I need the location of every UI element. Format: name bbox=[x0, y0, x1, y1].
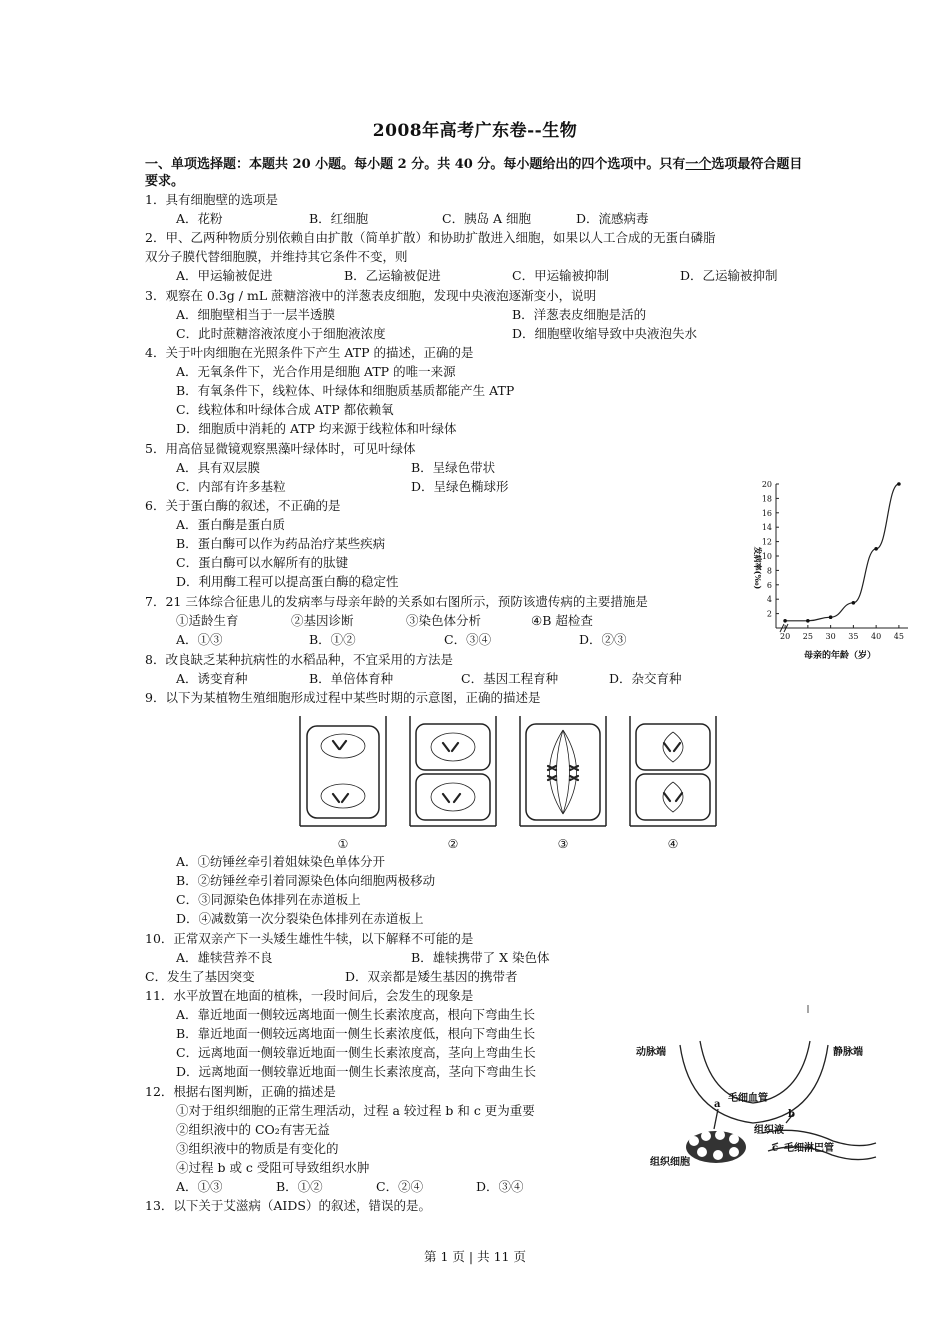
option: C．发生了基因突变 bbox=[145, 969, 255, 984]
option: C．基因工程育种 bbox=[461, 671, 559, 686]
question-7-measures bbox=[176, 613, 593, 629]
option: C．远离地面一侧较靠近地面一侧生长素浓度高，茎向上弯曲生长 bbox=[176, 1045, 536, 1060]
option: D．杂交育种 bbox=[609, 671, 682, 686]
question-3-options-row2 bbox=[176, 326, 697, 342]
option: C．②④ bbox=[376, 1179, 424, 1194]
x-tick-label: 25 bbox=[802, 632, 813, 641]
y-tick-label: 2 bbox=[766, 609, 772, 619]
cell-2a bbox=[416, 724, 490, 770]
question-2-options bbox=[176, 268, 778, 284]
option: B．乙运输被促进 bbox=[344, 268, 441, 283]
incidence-chart bbox=[738, 476, 918, 666]
option: B．雄犊携带了 X 染色体 bbox=[411, 950, 550, 965]
option: B．蛋白酶可以作为药品治疗某些疾病 bbox=[176, 536, 386, 551]
option: C．③④ bbox=[444, 632, 492, 647]
label-vein: 静脉端 bbox=[833, 1047, 863, 1058]
y-tick-label: 6 bbox=[766, 580, 772, 590]
option: D．流感病毒 bbox=[576, 211, 649, 226]
x-tick-label: 40 bbox=[871, 632, 882, 641]
spindle bbox=[321, 784, 365, 808]
label-lymph: 毛细淋巴管 bbox=[784, 1143, 834, 1154]
option: B．靠近地面一侧较远离地面一侧生长素浓度低，根向下弯曲生长 bbox=[176, 1026, 536, 1041]
measure: ③染色体分析 bbox=[406, 613, 482, 628]
chart-x-axis-label: 母亲的年龄（岁） bbox=[803, 651, 877, 661]
cell-2b bbox=[416, 774, 490, 820]
spindle bbox=[431, 783, 475, 811]
series-line bbox=[785, 484, 899, 621]
question-7-options bbox=[176, 632, 627, 648]
section-heading-underlined: 一个 bbox=[685, 157, 712, 172]
question-5-options-row2 bbox=[176, 479, 509, 495]
y-tick-label: 16 bbox=[761, 508, 772, 518]
option: C．此时蔗糖溶液浓度小于细胞液浓度 bbox=[176, 326, 386, 341]
option: D．呈绿色椭球形 bbox=[411, 479, 509, 494]
y-tick-label: 14 bbox=[761, 523, 772, 533]
y-tick-label: 18 bbox=[761, 494, 772, 504]
section-heading-text: 一、单项选择题：本题共 20 小题。每小题 2 分。共 40 分。每小题给出的四个选项中。只有 bbox=[145, 157, 686, 172]
question-8-stem: 8．改良缺乏某种抗病性的水稻品种，不宜采用的方法是 bbox=[145, 652, 453, 667]
option: A．甲运输被促进 bbox=[176, 268, 273, 283]
page-title: 2008年高考广东卷--生物 bbox=[372, 121, 578, 141]
statement: ①对于组织细胞的正常生理活动，过程 a 较过程 b 和 c 更为重要 bbox=[176, 1103, 535, 1118]
option: A．蛋白酶是蛋白质 bbox=[176, 517, 286, 532]
cell-4a bbox=[636, 724, 710, 770]
chromosome bbox=[443, 743, 460, 802]
measure: ④B 超检查 bbox=[531, 613, 593, 628]
chromosome bbox=[333, 741, 348, 802]
question-12-stem: 12．根据右图判断，正确的描述是 bbox=[145, 1084, 336, 1099]
label-c: c bbox=[772, 1143, 779, 1154]
label-b: b bbox=[788, 1109, 795, 1120]
option: C．③同源染色体排列在赤道板上 bbox=[176, 892, 361, 907]
y-tick-label: 12 bbox=[761, 537, 772, 547]
cell-1 bbox=[307, 726, 379, 818]
option: D．远离地面一侧较靠近地面一侧生长素浓度高，茎向下弯曲生长 bbox=[176, 1064, 537, 1079]
question-10-options-row1 bbox=[176, 950, 550, 966]
option: A．靠近地面一侧较远离地面一侧生长素浓度高，根向下弯曲生长 bbox=[176, 1007, 536, 1022]
x-tick-label: 20 bbox=[780, 632, 791, 641]
question-2-stem-cont: 双分子膜代替细胞膜，并维持其它条件不变，则 bbox=[145, 249, 408, 264]
panel-label: ② bbox=[447, 837, 459, 851]
label-tissue-cell: 组织细胞 bbox=[650, 1157, 690, 1168]
option: A．①③ bbox=[176, 632, 223, 647]
option: A．无氧条件下，光合作用是细胞 ATP 的唯一来源 bbox=[176, 364, 456, 379]
question-1-stem: 1．具有细胞壁的选项是 bbox=[145, 192, 278, 207]
data-point bbox=[852, 601, 856, 605]
data-point bbox=[806, 619, 810, 623]
question-4-stem: 4．关于叶肉细胞在光照条件下产生 ATP 的描述，正确的是 bbox=[145, 345, 474, 360]
label-a: a bbox=[714, 1099, 721, 1110]
y-tick-label: 8 bbox=[766, 566, 772, 576]
option: B．②纺锤丝牵引着同源染色体向细胞两极移动 bbox=[176, 873, 436, 888]
statement: ③组织液中的物质是有变化的 bbox=[176, 1141, 339, 1156]
section-heading bbox=[145, 156, 815, 190]
option: B．单倍体育种 bbox=[309, 671, 394, 686]
cell-3 bbox=[526, 724, 600, 820]
option: B．①② bbox=[309, 632, 356, 647]
y-tick-label: 20 bbox=[761, 480, 772, 489]
option: D．④减数第一次分裂染色体排列在赤道板上 bbox=[176, 911, 424, 926]
option: B．①② bbox=[276, 1179, 323, 1194]
question-11-stem: 11．水平放置在地面的植株，一段时间后，会发生的现象是 bbox=[145, 988, 474, 1003]
statement: ②组织液中的 CO₂有害无益 bbox=[176, 1122, 330, 1137]
measure: ①适龄生育 bbox=[176, 613, 239, 628]
option: A．花粉 bbox=[176, 211, 223, 226]
arrow-a bbox=[714, 1109, 718, 1129]
question-6-stem: 6．关于蛋白酶的叙述，不正确的是 bbox=[145, 498, 341, 513]
panel-label: ③ bbox=[557, 837, 569, 851]
option: D．乙运输被抑制 bbox=[680, 268, 778, 283]
x-tick-label: 35 bbox=[848, 632, 859, 641]
question-9-stem: 9．以下为某植物生殖细胞形成过程中某些时期的示意图，正确的描述是 bbox=[145, 690, 541, 705]
data-point bbox=[897, 482, 901, 486]
chromosome bbox=[664, 743, 682, 801]
question-8-options bbox=[176, 671, 682, 687]
spindle bbox=[550, 730, 577, 814]
x-tick-label: 30 bbox=[825, 632, 836, 641]
cell-4b bbox=[636, 774, 710, 820]
option: D．细胞壁收缩导致中央液泡失水 bbox=[512, 326, 698, 341]
option: D．②③ bbox=[579, 632, 627, 647]
panel-label: ① bbox=[337, 837, 349, 851]
option: C．胰岛 A 细胞 bbox=[442, 211, 532, 226]
question-5-stem: 5．用高倍显微镜观察黑藻叶绿体时，可见叶绿体 bbox=[145, 441, 416, 456]
option: C．甲运输被抑制 bbox=[512, 268, 610, 283]
question-3-stem: 3．观察在 0.3g / mL 蔗糖溶液中的洋葱表皮细胞，发现中央液泡逐渐变小，说明 bbox=[145, 288, 597, 303]
option: B．红细胞 bbox=[309, 211, 369, 226]
question-10-stem: 10．正常双亲产下一头矮生雄性牛犊，以下解释不可能的是 bbox=[145, 931, 474, 946]
question-1-options bbox=[176, 211, 649, 227]
panel-label: ④ bbox=[667, 837, 679, 851]
question-12-options bbox=[176, 1179, 524, 1195]
question-10-options-row2 bbox=[145, 969, 518, 985]
data-point bbox=[874, 547, 878, 551]
x-tick-label: 45 bbox=[893, 632, 904, 641]
option: A．细胞壁相当于一层半透膜 bbox=[176, 307, 336, 322]
question-5-options-row1 bbox=[176, 460, 495, 476]
chart-y-axis-label: 发病率(‰) bbox=[753, 546, 763, 590]
cell-division-figure bbox=[298, 716, 718, 856]
tissue-cells bbox=[686, 1130, 746, 1163]
page-footer: 第 1 页 | 共 11 页 bbox=[424, 1249, 526, 1264]
option: C．蛋白酶可以水解所有的肽键 bbox=[176, 555, 349, 570]
label-artery: 动脉端 bbox=[636, 1047, 666, 1058]
y-tick-label: 10 bbox=[761, 552, 772, 561]
option: D．细胞质中消耗的 ATP 均来源于线粒体和叶绿体 bbox=[176, 421, 457, 436]
option: B．洋葱表皮细胞是活的 bbox=[512, 307, 647, 322]
option: C．内部有许多基粒 bbox=[176, 479, 286, 494]
capillary-figure bbox=[628, 1005, 890, 1175]
option: B．有氧条件下，线粒体、叶绿体和细胞质基质都能产生 ATP bbox=[176, 383, 515, 398]
spindle bbox=[431, 733, 475, 761]
option: A．①纺锤丝牵引着姐妹染色单体分开 bbox=[176, 854, 386, 869]
data-point bbox=[829, 615, 833, 619]
option: A．诱变育种 bbox=[176, 671, 248, 686]
option: A．具有双层膜 bbox=[176, 460, 261, 475]
y-tick-label: 4 bbox=[766, 595, 772, 605]
section-heading-tail: 选项最符合题目要求。 bbox=[145, 157, 803, 189]
option: A．①③ bbox=[176, 1179, 223, 1194]
data-point bbox=[783, 619, 787, 623]
measure: ②基因诊断 bbox=[291, 613, 354, 628]
question-13-stem: 13．以下关于艾滋病（AIDS）的叙述，错误的是。 bbox=[145, 1198, 431, 1213]
question-2-stem: 2．甲、乙两种物质分别依赖自由扩散（简单扩散）和协助扩散进入细胞，如果以人工合成的无蛋白磷脂 bbox=[145, 230, 716, 245]
option: A．雄犊营养不良 bbox=[176, 950, 273, 965]
question-3-options-row1 bbox=[176, 307, 646, 323]
option: D．利用酶工程可以提高蛋白酶的稳定性 bbox=[176, 574, 399, 589]
option: C．线粒体和叶绿体合成 ATP 都依赖氧 bbox=[176, 402, 394, 417]
label-tissue-fluid: 组织液 bbox=[754, 1125, 784, 1136]
question-7-stem: 7．21 三体综合征患儿的发病率与母亲年龄的关系如右图所示，预防该遗传病的主要措施是 bbox=[145, 594, 648, 609]
option: D．③④ bbox=[476, 1179, 524, 1194]
option: D．双亲都是矮生基因的携带者 bbox=[345, 969, 518, 984]
chromosome bbox=[548, 766, 578, 780]
statement: ④过程 b 或 c 受阻可导致组织水肿 bbox=[176, 1160, 370, 1175]
label-capillary: 毛细血管 bbox=[728, 1093, 768, 1104]
option: B．呈绿色带状 bbox=[411, 460, 496, 475]
